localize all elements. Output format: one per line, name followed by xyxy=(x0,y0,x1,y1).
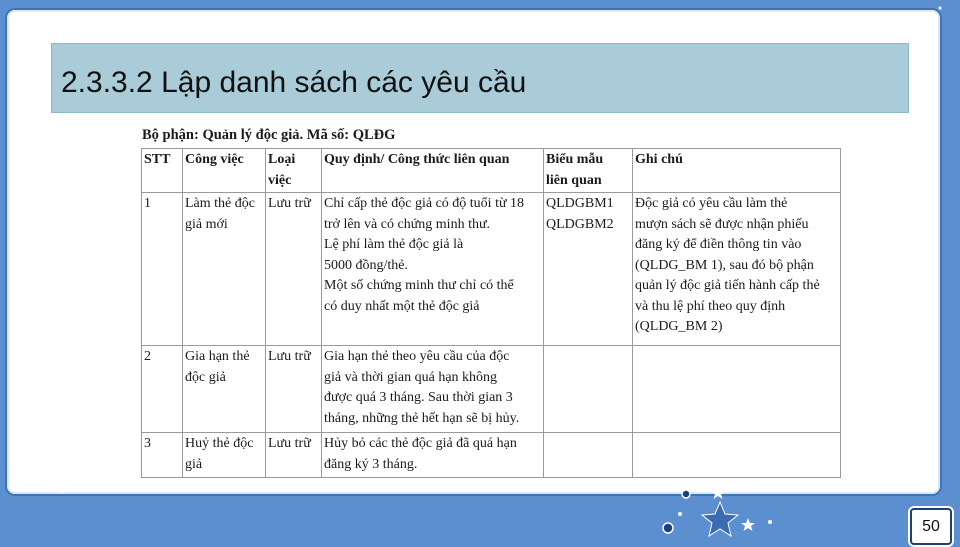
cell-text: được quá 3 tháng. Sau thời gian 3 xyxy=(324,390,513,405)
table-cell xyxy=(633,346,841,433)
requirements-table xyxy=(141,148,841,478)
column-header xyxy=(322,149,544,193)
cell-text: và thu lệ phí theo quy định xyxy=(635,298,786,314)
cell-text: Lệ phí làm thẻ độc giả là xyxy=(324,237,464,252)
column-header-text: Công việc xyxy=(185,152,244,167)
cell-text: tháng, những thẻ hết hạn sẽ bị hủy. xyxy=(324,410,520,426)
table-row xyxy=(142,433,841,478)
cell-text: đăng ký để điền thông tin vào xyxy=(635,237,802,252)
cell-text: 1 xyxy=(144,196,151,211)
cell-text: 2 xyxy=(144,349,151,364)
table-cell xyxy=(544,193,633,346)
cell-text: Gia hạn thẻ theo yêu cầu của độc xyxy=(324,349,510,364)
cell-text: giả mới xyxy=(185,216,228,232)
decorative-dots-left xyxy=(0,455,110,500)
cell-text: Làm thẻ độc xyxy=(185,196,255,211)
cell-text: giả và thời gian quá hạn không xyxy=(324,369,498,385)
table-cell xyxy=(183,346,266,433)
table-cell xyxy=(322,346,544,433)
column-header-text: Ghi chú xyxy=(635,152,683,167)
column-header xyxy=(142,149,183,193)
column-header-text: Loại xyxy=(268,152,296,167)
column-header xyxy=(633,149,841,193)
table-cell xyxy=(183,433,266,478)
cell-text: QLDGBM2 xyxy=(546,216,614,232)
table-row xyxy=(142,346,841,433)
cell-text: trở lên và có chứng minh thư. xyxy=(324,216,491,232)
table-cell xyxy=(142,193,183,346)
requirements-document xyxy=(138,125,843,483)
table-cell xyxy=(544,346,633,433)
cell-text: Chỉ cấp thẻ độc giả có độ tuổi từ 18 xyxy=(324,196,525,211)
column-header xyxy=(183,149,266,193)
cell-text: đăng ký 3 tháng. xyxy=(324,456,418,472)
cell-text: mượn sách sẽ được nhận phiếu xyxy=(635,216,809,232)
column-header-text: liên quan xyxy=(546,172,602,188)
table-cell xyxy=(266,193,322,346)
table-cell xyxy=(142,433,183,478)
table-cell xyxy=(183,193,266,346)
column-header-text: STT xyxy=(144,152,171,167)
column-header xyxy=(544,149,633,193)
cell-text: giả xyxy=(185,456,203,472)
table-header-row xyxy=(142,149,841,193)
document-header: Bộ phận: Quản lý độc giả. Mã số: QLĐG xyxy=(142,127,396,143)
column-header xyxy=(266,149,322,193)
table-row xyxy=(142,193,841,346)
cell-text: 3 xyxy=(144,436,151,451)
cell-text: Lưu trữ xyxy=(268,436,311,451)
cell-text: 5000 đồng/thẻ. xyxy=(324,257,408,273)
cell-text: (QLDG_BM 1), sau đó bộ phận xyxy=(635,257,814,273)
cell-text: Huỷ thẻ độc xyxy=(185,436,254,451)
cell-text: Gia hạn thẻ xyxy=(185,349,250,364)
column-header-text: Biểu mẫu xyxy=(546,152,604,167)
column-header-text: Quy định/ Công thức liên quan xyxy=(324,152,510,167)
cell-text: Lưu trữ xyxy=(268,196,311,211)
table-cell xyxy=(633,433,841,478)
column-header-text: việc xyxy=(268,172,292,188)
cell-text: Một số chứng minh thư chỉ có thể xyxy=(324,278,514,293)
cell-text: độc giả xyxy=(185,369,226,385)
table-cell xyxy=(142,346,183,433)
slide-title: 2.3.3.2 Lập danh sách các yêu cầu xyxy=(61,66,527,99)
table-cell xyxy=(544,433,633,478)
table-cell xyxy=(322,193,544,346)
cell-text: có duy nhất một thẻ độc giả xyxy=(324,298,480,314)
table-cell xyxy=(266,346,322,433)
table-cell xyxy=(266,433,322,478)
cell-text: (QLDG_BM 2) xyxy=(635,319,723,334)
title-bar xyxy=(51,43,909,113)
decorative-stars-bottom xyxy=(650,482,790,547)
table-cell xyxy=(322,433,544,478)
cell-text: Lưu trữ xyxy=(268,349,311,364)
table-cell xyxy=(633,193,841,346)
cell-text: quản lý độc giả tiến hành cấp thẻ xyxy=(635,278,820,293)
cell-text: QLDGBM1 xyxy=(546,196,614,211)
cell-text: Độc giả có yêu cầu làm thẻ xyxy=(635,196,788,211)
cell-text: Hủy bỏ các thẻ độc giả đã quá hạn xyxy=(324,436,517,451)
slide-number: 50 xyxy=(910,508,952,545)
